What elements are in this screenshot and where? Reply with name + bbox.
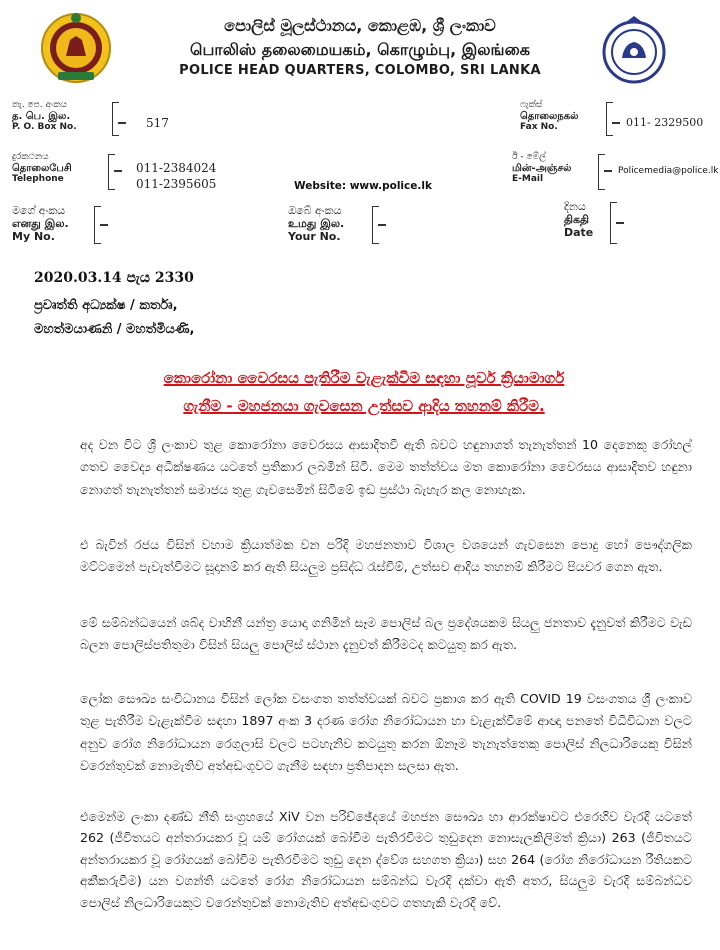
fax-value: 011- 2329500	[626, 116, 704, 129]
paragraph-1: අද වන විට ශ්‍රී ලංකාව තුළ කොරෝනා වෛරසය ආසාදිතවී ඇති බවට හඳුනාගත් තැනැත්තන් 10 දෙනෙකු රෝහල් ගතව වෛද්‍ය අධීක්ෂණය යටතේ ප්‍රතිකාර ලබමින් සිටී. මෙම තත්ත්වය මත කොරෝනා වෛරසය ආසාදිතව හඳුනා නොගත් තැනැත්තන් සමාජය තුළ ගැවසෙමින් සිටීමේ ඉඩ ප්‍රස්ථා බැහැර කල නොහැක.	[80, 437, 692, 497]
subject-line-2: ගැනීම - මහජනයා ගැවසෙන උත්සව ආදිය තහනම් කිරීම.	[183, 397, 545, 415]
website-text: Website: www.police.lk	[294, 180, 432, 192]
telephone-label: දුරකථනය தொலைபேசி Telephone	[12, 152, 72, 184]
addressee-line-2: මහත්මයාණනි / මහත්මියණි,	[34, 322, 195, 337]
letterhead-english: POLICE HEAD QUARTERS, COLOMBO, SRI LANKA	[179, 63, 541, 78]
paragraph-3: මේ සම්බන්ධයෙන් ශබ්ද වාහිනී යන්ත්‍ර යොදා ගනිමින් සෑම පොලිස් බල ප්‍රදේශයකම සියලු ජනතාව දැනුවත් කිරීමට වැඩ බලන පොලිස්පතිතුමා විසින් සියලු පොලිස් ස්ථාන දැනුවත් කිරීමටද කටයුතු කර ඇත.	[80, 615, 692, 653]
paragraph-5: එමෙන්ම ලංකා දණ්ඩ නීති සංග්‍රහයේ XiV වන පරිච්ඡේදයේ මහජන සෞඛ්‍ය හා ආරක්ෂාවට එරෙහිව වැරදි යටතේ 262 (ජීවිතයට අන්තරායකර වූ යම් රෝගයක් බෝවීම පැතිරවීමට තුඩුදෙන නොසැලකිලිමත් ක්‍රියා) 263 (ජීවිතයට අන්තරායකර වූ රෝගයක් බෝවීම පැතිරවීමට තුඩු දෙන ද්වේශ සහගත ක්‍රියා) සහ 264 (රෝග නිරෝධායන රීතියකට අකීකරුවීම) යන වගන්ති යටතේ රෝග නිරෝධායන සම්බන්ධ වැරදි දක්වා ඇති අතර, සියලුම වැරදි සම්බන්ධව පොලිස් නිලධාරියෙකුට වරෙන්තුවක් නොමැතිව අත්අඩංගුවට ගතහැකි වැරදි වේ.	[80, 809, 692, 910]
fax-label: ෆැක්ස් தொலைநகல் Fax No.	[520, 100, 579, 132]
your-no-label: ඔබේ අංකය உமது இல. Your No.	[288, 204, 345, 243]
po-box-label: තැ. පෙ. අංකය த. பெ. இல. P. O. Box No.	[12, 100, 77, 132]
subject-line-1: කොරෝනා වෛරසය පැතිරීම වැළැක්වීම සඳහා පූර්ව ක්‍රියාමාර්ග	[163, 369, 565, 387]
paragraph-2: එ බැවින් රජය විසින් වහාම ක්‍රියාත්මක වන පරිදි මහජනතාව විශාල වශයෙන් ගැවසෙන පොදු හෝ පෞද්ගලික මට්ටමෙන් පැවැත්වීමට සූදානම් කර ඇති සියලුම ප්‍රසිද්ධ රැස්වීම්, උත්සව ආදිය තහනම් කිරීමට පියවර ගෙන ඇත.	[80, 537, 692, 575]
addressee-line-1: ප්‍රවෘත්ති අධ්‍යක්ෂ / කර්තෘ,	[34, 298, 178, 313]
paragraph-4: ලෝක සෞඛ්‍ය සංවිධානය විසින් ලෝක වසංගත තත්ත්වයක් බවට ප්‍රකාශ කර ඇති COVID 19 වසංගතය ශ්‍රී ලංකාව තුළ පැතිරීම වැළැක්වීම සඳහා 1897 අංක 3 දරණ රෝග නිරෝධායන හා වැළැක්වීමේ ආඥා පනතේ විධිවිධාන වලට අනුව රෝග නිරෝධායන රෙගුලාසි වලට පටහැනිව කටයුතු කරන ඕනෑම තැනැත්තෙකු පොලිස් නිලධාරියෙකු විසින් වරෙන්තුවක් නොමැතිව අත්අඩංගුවට ගැනීම සඳහා ප්‍රතිපාදන සලසා ඇත.	[80, 691, 692, 774]
email-label: ඊ - මේල් மின்-அஞ்சல் E-Mail	[512, 152, 572, 184]
letter-date: 2020.03.14 පැය 2330	[34, 270, 194, 286]
letter-subject	[94, 364, 634, 420]
my-no-label: මගේ අංකය எனது இல. My No.	[12, 204, 69, 243]
po-box-value: 517	[146, 116, 169, 130]
letterhead-sinhala: පොලිස් මූලස්ථානය, කොළඹ, ශ්‍රී ලංකාව	[224, 16, 496, 35]
telephone-value-2: 011-2395605	[136, 177, 217, 191]
telephone-value-1: 011-2384024	[136, 161, 217, 175]
date-label: දිනය திகதி Date	[564, 200, 594, 239]
letterhead-tamil: பொலிஸ் தலைமையகம், கொழும்பு, இலங்கை	[190, 40, 530, 59]
email-value: Policemedia@police.lk	[618, 166, 719, 176]
